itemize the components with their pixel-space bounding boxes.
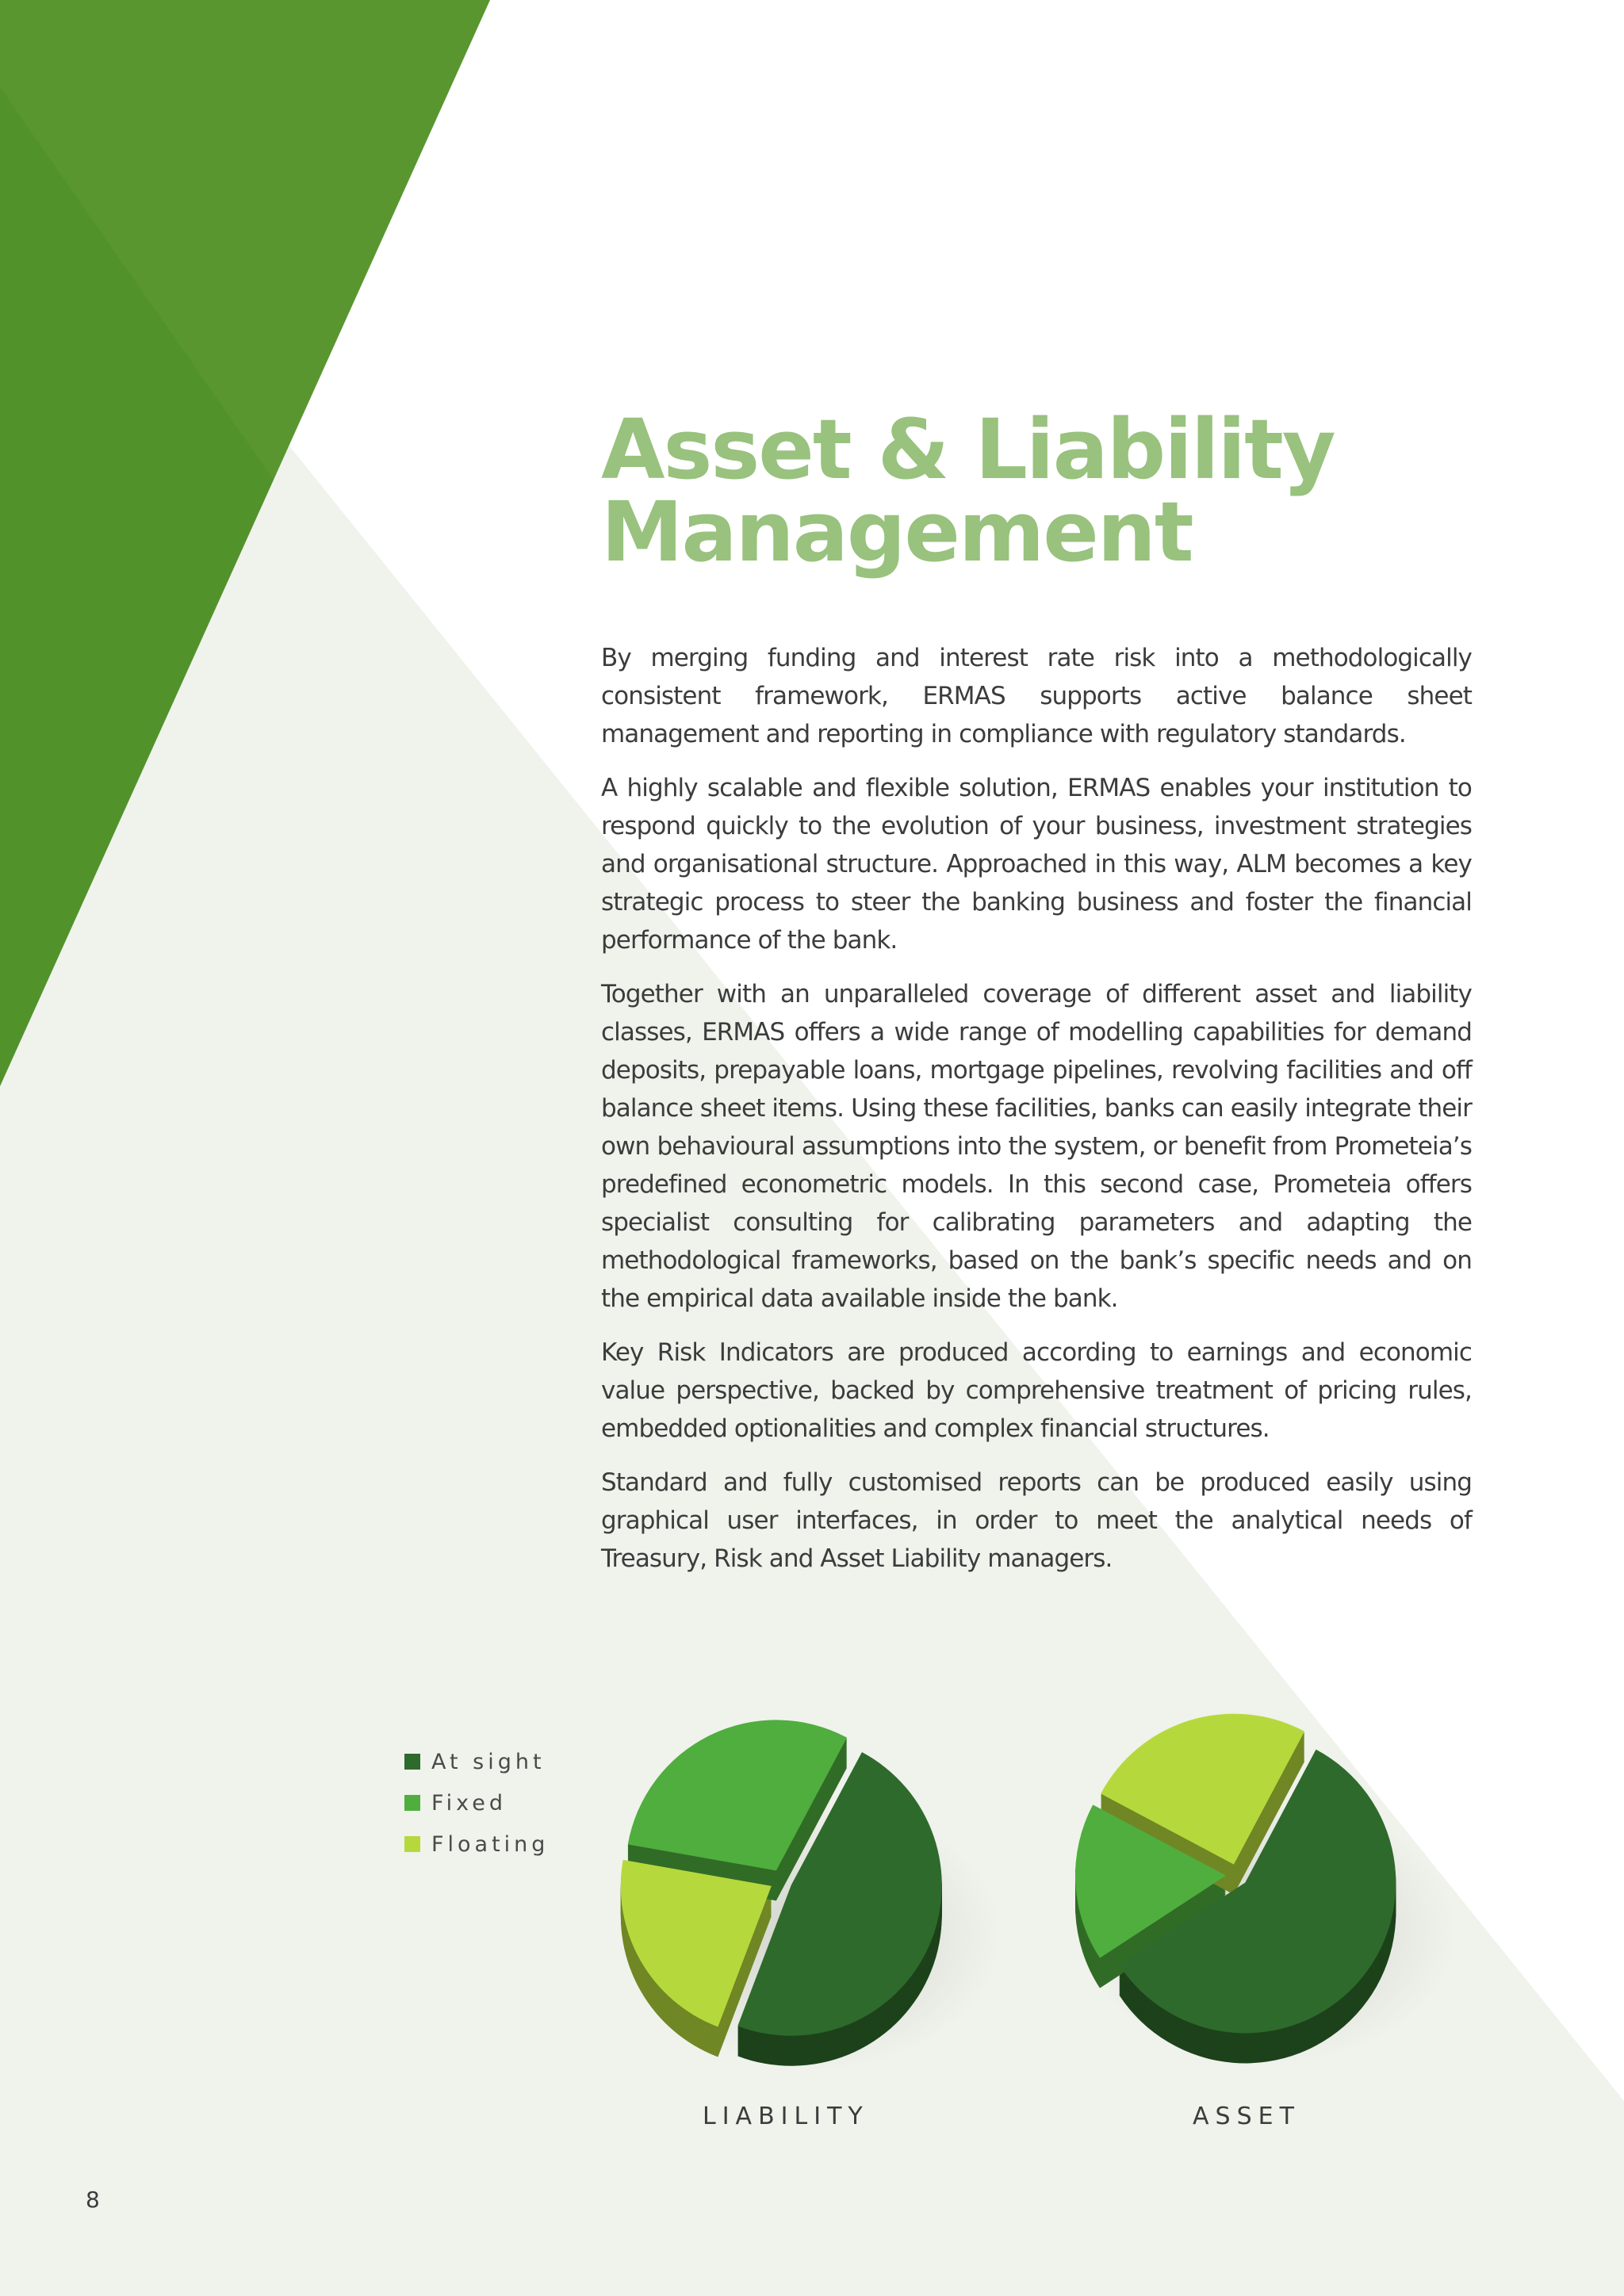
legend-label-at-sight: At sight bbox=[431, 1749, 546, 1774]
page-title-line-1: Asset & Liability bbox=[601, 401, 1335, 498]
page-title-line-2: Management bbox=[601, 484, 1193, 580]
paragraph-5: Standard and fully customised reports can be produced easily using graphical user interfaces, in order to meet the analytical needs of Treasury, Risk and Asset Liability managers. bbox=[601, 1468, 1472, 1573]
paragraph-4: Key Risk Indicators are produced according to earnings and economic value perspective, backed by comprehensive treatment of pricing rules, embedded optionalities and complex financial structures. bbox=[601, 1338, 1472, 1443]
chart-label-asset: ASSET bbox=[1193, 2103, 1300, 2130]
legend-label-floating: Floating bbox=[431, 1831, 550, 1857]
page-number: 8 bbox=[86, 2187, 100, 2213]
paragraph-1: By merging funding and interest rate risk into a methodologically consistent framework, ERMAS supports active balance sheet management and reporting in compliance with regulatory standards. bbox=[601, 644, 1472, 748]
pie-chart-liability bbox=[621, 1720, 1002, 2072]
paragraph-3: Together with an unparalleled coverage of different asset and liability classes, ERMAS offers a wide range of modelling capabilities for demand deposits, prepayable loans, mortgage pipelines, revolving facilities and off balance sheet items. Using these facilities, banks can easily integrate their own behavioural assumptions into the system, or benefit from Prometeia’s predefined econometric models. In this second case, Prometeia offers specialist consulting for calibrating parameters and adapting the methodological frameworks, based on the bank’s specific needs and on the empirical data available inside the bank. bbox=[601, 980, 1472, 1313]
pie-chart-asset bbox=[1075, 1714, 1457, 2066]
paragraph-2: A highly scalable and flexible solution, ERMAS enables your institution to respond quickly to the evolution of your business, investment strategies and organisational structure. Approached in this way, ALM becomes a key strategic process to steer the banking business and foster the financial performance of the bank. bbox=[601, 774, 1472, 955]
legend-label-fixed: Fixed bbox=[431, 1790, 507, 1816]
chart-label-liability: LIABILITY bbox=[703, 2103, 869, 2130]
